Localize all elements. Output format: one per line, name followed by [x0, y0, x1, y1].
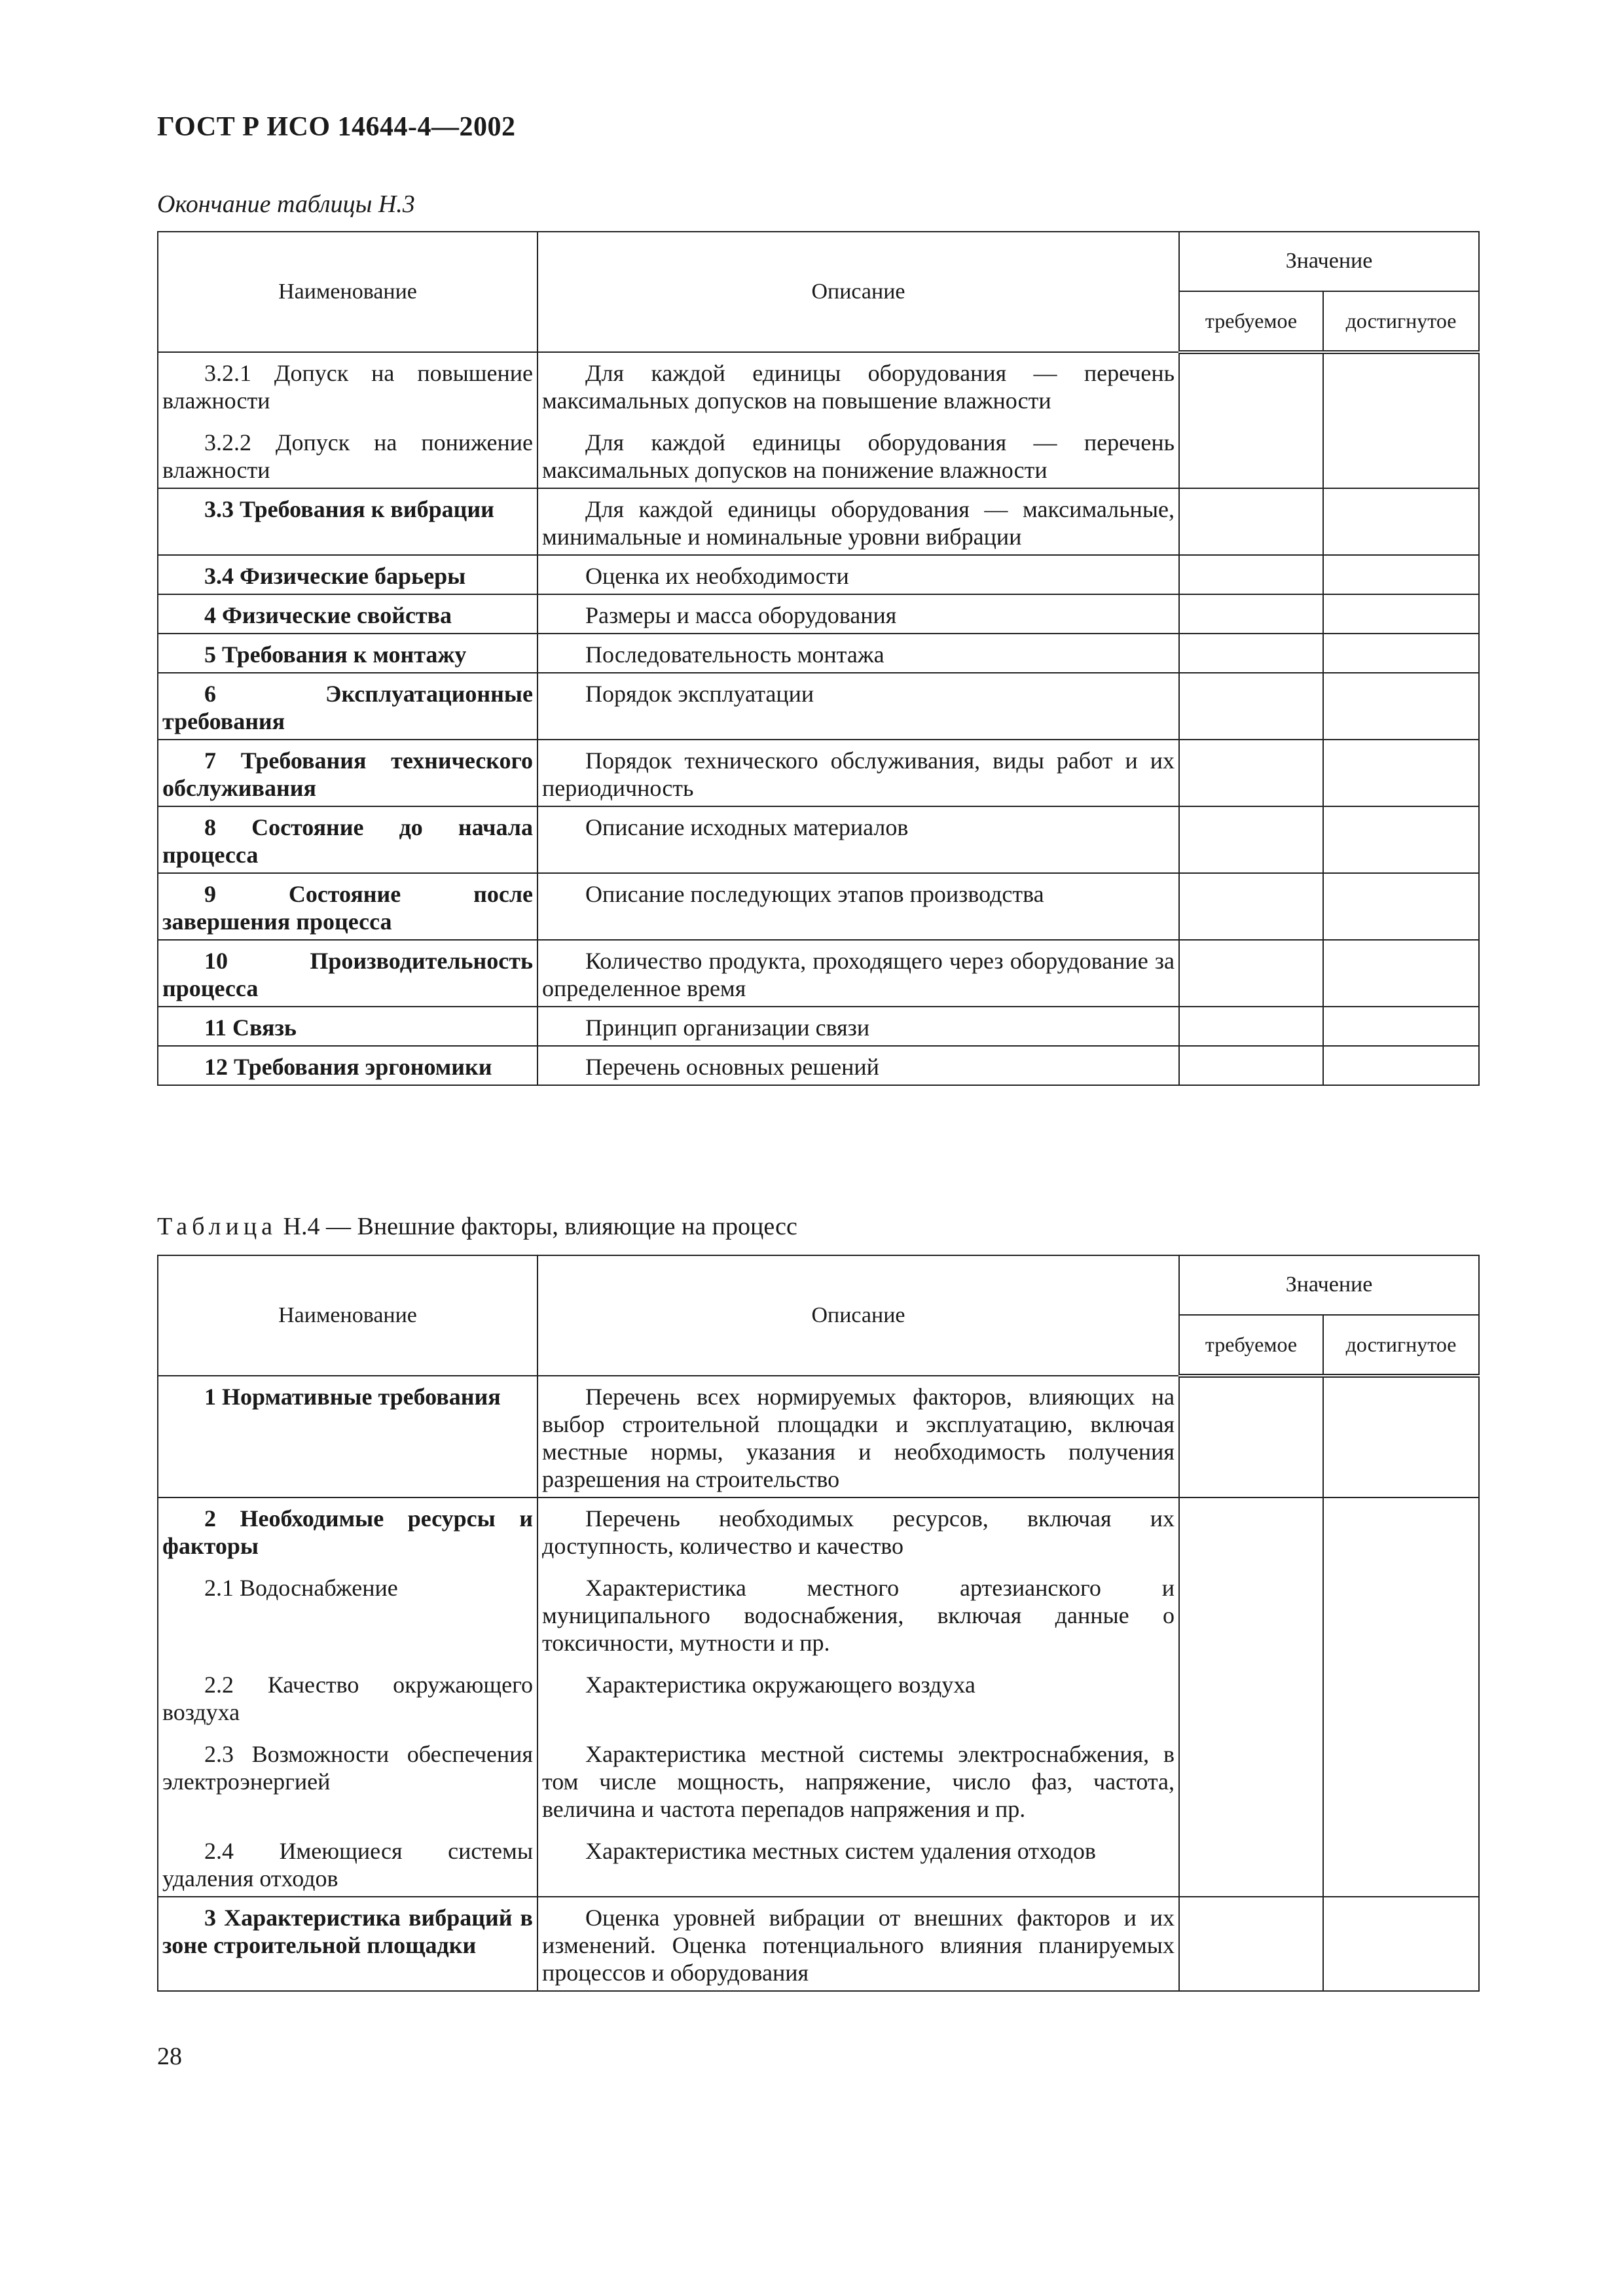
row-achieved-cell: [1323, 1007, 1479, 1046]
row-description: Для каждой единицы оборудования — перечень максимальных допусков на повышение влажности: [538, 352, 1179, 418]
row-name: 7 Требования технического обслуживания: [158, 740, 538, 806]
table-h4: [157, 1255, 1480, 1992]
row-name: 2.4 Имеющиеся системы удаления отходов: [158, 1827, 538, 1897]
row-description: Количество продукта, проходящего через оборудование за определенное время: [538, 940, 1179, 1007]
column-header-value: Значение: [1179, 1255, 1479, 1315]
row-achieved-cell: [1323, 634, 1479, 673]
table-row: [158, 1046, 1479, 1085]
row-description: Характеристика окружающего воздуха: [538, 1660, 1179, 1730]
row-name: 3.3 Требования к вибрации: [158, 488, 538, 555]
column-header-achieved: достигнутое: [1323, 1315, 1479, 1376]
row-name: 2 Необходимые ресурсы и факторы: [158, 1498, 538, 1564]
column-header-description: Описание: [538, 232, 1179, 352]
row-name: 3.4 Физические барьеры: [158, 555, 538, 594]
row-required-cell: [1179, 673, 1323, 740]
row-achieved-cell: [1323, 555, 1479, 594]
row-required-cell: [1179, 488, 1323, 555]
table-row: [158, 634, 1479, 673]
row-description: Перечень всех нормируемых факторов, влияющих на выбор строительной площадки и эксплуатацию, включая местные нормы, указания и необходимость получения разрешения на строительство: [538, 1376, 1179, 1498]
row-name: 3.2.1 Допуск на повышение влажности: [158, 352, 538, 418]
row-required-cell: [1179, 1376, 1323, 1498]
row-achieved-cell: [1323, 1660, 1479, 1730]
table-row: [158, 488, 1479, 555]
row-description: Последовательность монтажа: [538, 634, 1179, 673]
row-required-cell: [1179, 1007, 1323, 1046]
row-achieved-cell: [1323, 1376, 1479, 1498]
row-name: 3.2.2 Допуск на понижение влажности: [158, 418, 538, 488]
row-required-cell: [1179, 1564, 1323, 1660]
row-name: 4 Физические свойства: [158, 594, 538, 634]
table-row: [158, 873, 1479, 940]
row-name: 3 Характеристика вибраций в зоне строительной площадки: [158, 1897, 538, 1991]
row-name: 5 Требования к монтажу: [158, 634, 538, 673]
row-required-cell: [1179, 740, 1323, 806]
row-description: Характеристика местных систем удаления отходов: [538, 1827, 1179, 1897]
row-description: Описание последующих этапов производства: [538, 873, 1179, 940]
table-row: [158, 740, 1479, 806]
row-name: 9 Состояние после завершения процесса: [158, 873, 538, 940]
table-h4-caption-text: Н.4 — Внешние факторы, влияющие на процесс: [283, 1213, 797, 1240]
table-row: [158, 1376, 1479, 1498]
row-achieved-cell: [1323, 1046, 1479, 1085]
row-achieved-cell: [1323, 940, 1479, 1007]
row-achieved-cell: [1323, 1827, 1479, 1897]
table-h3: [157, 231, 1480, 1086]
row-name: 2.2 Качество окружающего воздуха: [158, 1660, 538, 1730]
table-h3-caption: Окончание таблицы Н.3: [157, 190, 415, 218]
column-header-achieved: достигнутое: [1323, 291, 1479, 352]
row-required-cell: [1179, 634, 1323, 673]
row-description: Порядок эксплуатации: [538, 673, 1179, 740]
row-name: 6 Эксплуатационные требования: [158, 673, 538, 740]
row-required-cell: [1179, 1046, 1323, 1085]
row-description: Перечень основных решений: [538, 1046, 1179, 1085]
row-required-cell: [1179, 806, 1323, 873]
row-achieved-cell: [1323, 488, 1479, 555]
table-row: [158, 806, 1479, 873]
row-name: 1 Нормативные требования: [158, 1376, 538, 1498]
table-row: [158, 1827, 1479, 1897]
column-header-value: Значение: [1179, 232, 1479, 291]
row-achieved-cell: [1323, 1730, 1479, 1827]
row-required-cell: [1179, 1897, 1323, 1991]
table-row: [158, 555, 1479, 594]
row-achieved-cell: [1323, 1498, 1479, 1564]
row-name: 11 Связь: [158, 1007, 538, 1046]
table-h4-caption: [157, 1212, 797, 1241]
row-achieved-cell: [1323, 873, 1479, 940]
row-description: Порядок технического обслуживания, виды работ и их периодичность: [538, 740, 1179, 806]
column-header-required: требуемое: [1179, 1315, 1323, 1376]
column-header-description: Описание: [538, 1255, 1179, 1376]
row-required-cell: [1179, 1827, 1323, 1897]
table-row: [158, 1007, 1479, 1046]
row-required-cell: [1179, 594, 1323, 634]
row-description: Характеристика местной системы электроснабжения, в том числе мощность, напряжение, число фаз, частота, величина и частота перепадов напряжения и пр.: [538, 1730, 1179, 1827]
column-header-name: Наименование: [158, 232, 538, 352]
row-achieved-cell: [1323, 1564, 1479, 1660]
row-achieved-cell: [1323, 1897, 1479, 1991]
row-name: 8 Состояние до начала процесса: [158, 806, 538, 873]
row-name: 2.1 Водоснабжение: [158, 1564, 538, 1660]
row-achieved-cell: [1323, 673, 1479, 740]
row-description: Для каждой единицы оборудования — перечень максимальных допусков на понижение влажности: [538, 418, 1179, 488]
row-required-cell: [1179, 555, 1323, 594]
table-row: [158, 594, 1479, 634]
page-number: 28: [157, 2043, 182, 2070]
table-row: [158, 352, 1479, 418]
row-required-cell: [1179, 873, 1323, 940]
row-required-cell: [1179, 1660, 1323, 1730]
table-row: [158, 1660, 1479, 1730]
table-row: [158, 1730, 1479, 1827]
table-row: [158, 1897, 1479, 1991]
row-description: Для каждой единицы оборудования — максимальные, минимальные и номинальные уровни вибрации: [538, 488, 1179, 555]
row-achieved-cell: [1323, 418, 1479, 488]
column-header-name: Наименование: [158, 1255, 538, 1376]
row-achieved-cell: [1323, 806, 1479, 873]
row-description: Оценка их необходимости: [538, 555, 1179, 594]
row-required-cell: [1179, 940, 1323, 1007]
row-required-cell: [1179, 1498, 1323, 1564]
row-achieved-cell: [1323, 594, 1479, 634]
row-required-cell: [1179, 418, 1323, 488]
column-header-required: требуемое: [1179, 291, 1323, 352]
table-h4-caption-prefix: Таблица: [157, 1213, 278, 1240]
table-row: [158, 1564, 1479, 1660]
row-achieved-cell: [1323, 740, 1479, 806]
row-description: Описание исходных материалов: [538, 806, 1179, 873]
row-achieved-cell: [1323, 352, 1479, 418]
row-description: Перечень необходимых ресурсов, включая их доступность, количество и качество: [538, 1498, 1179, 1564]
table-row: [158, 418, 1479, 488]
row-description: Принцип организации связи: [538, 1007, 1179, 1046]
row-description: Размеры и масса оборудования: [538, 594, 1179, 634]
row-name: 12 Требования эргономики: [158, 1046, 538, 1085]
row-description: Оценка уровней вибрации от внешних факторов и их изменений. Оценка потенциального влияния планируемых процессов и оборудования: [538, 1897, 1179, 1991]
row-description: Характеристика местного артезианского и муниципального водоснабжения, включая данные о токсичности, мутности и пр.: [538, 1564, 1179, 1660]
table-row: [158, 1498, 1479, 1564]
row-required-cell: [1179, 352, 1323, 418]
table-row: [158, 940, 1479, 1007]
table-row: [158, 673, 1479, 740]
row-name: 10 Производительность процесса: [158, 940, 538, 1007]
row-required-cell: [1179, 1730, 1323, 1827]
row-name: 2.3 Возможности обеспечения электроэнергией: [158, 1730, 538, 1827]
page-header: ГОСТ Р ИСО 14644-4—2002: [157, 112, 516, 142]
